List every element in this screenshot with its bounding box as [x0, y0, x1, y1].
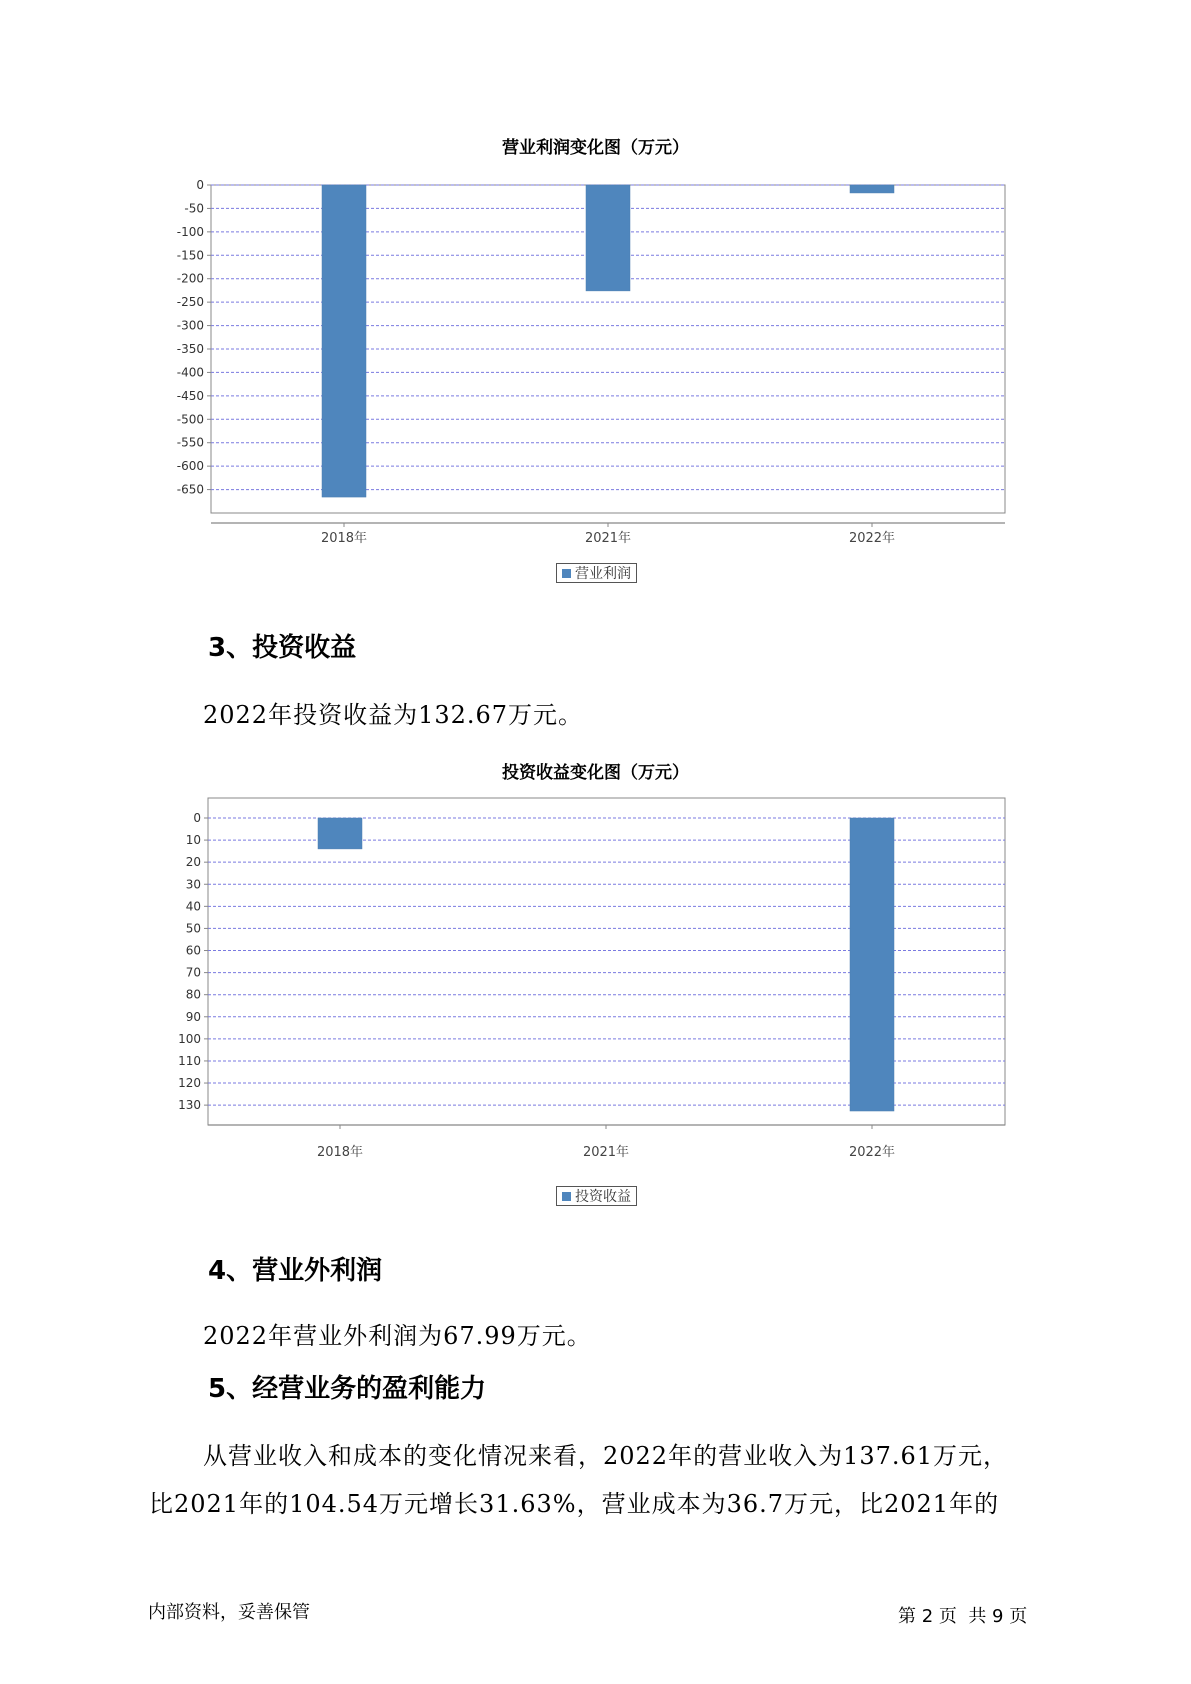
- y-tick-label: -50: [184, 201, 204, 216]
- y-tick-label: 80: [185, 987, 201, 1002]
- section5-line2: 比2021年的104.54万元增长31.63%，营业成本为36.7万元，比2021年的: [149, 1490, 1000, 1518]
- y-tick-label: -650: [176, 482, 204, 497]
- section4-text: 2022年营业外利润为67.99万元。: [203, 1322, 592, 1350]
- y-tick-label: 130: [178, 1098, 201, 1113]
- y-tick-label: -200: [176, 271, 204, 286]
- section5-heading: 5、经营业务的盈利能力: [208, 1374, 487, 1404]
- y-tick-label: -150: [176, 248, 204, 263]
- chart2-legend: [556, 1186, 637, 1206]
- y-tick-label: 120: [178, 1076, 201, 1091]
- chart2-legend-label: 投资收益: [575, 1189, 631, 1205]
- footer-page-number: 第 2 页 共 9 页: [898, 1606, 1028, 1627]
- y-tick-label: 30: [185, 877, 201, 892]
- x-tick-label: 2021年: [584, 531, 632, 546]
- section5-line1: 从营业收入和成本的变化情况来看，2022年的营业收入为137.61万元，: [203, 1442, 1009, 1470]
- y-tick-label: -500: [176, 412, 204, 427]
- bar: [318, 818, 362, 849]
- y-tick-label: -100: [176, 224, 204, 239]
- y-tick-label: -550: [176, 435, 204, 450]
- y-tick-label: 10: [185, 833, 201, 848]
- y-tick-label: -450: [176, 388, 204, 403]
- y-tick-label: 0: [196, 178, 204, 192]
- y-tick-label: 90: [185, 1009, 201, 1024]
- section3-text: 2022年投资收益为132.67万元。: [203, 701, 584, 729]
- section4-heading: 4、营业外利润: [208, 1256, 383, 1286]
- section3-heading: 3、投资收益: [208, 633, 357, 663]
- x-tick-label: 2022年: [848, 531, 896, 546]
- y-tick-label: 0: [193, 811, 201, 825]
- x-tick-label: 2022年: [848, 1145, 896, 1160]
- y-tick-label: 50: [185, 921, 201, 936]
- bar: [850, 818, 894, 1111]
- y-tick-label: -300: [176, 318, 204, 333]
- x-tick-label: 2018年: [320, 531, 368, 546]
- y-tick-label: -400: [176, 365, 204, 380]
- y-tick-label: 60: [185, 943, 201, 958]
- chart1-legend-label: 营业利润: [575, 566, 631, 582]
- y-tick-label: 100: [178, 1031, 201, 1046]
- y-tick-label: 20: [185, 855, 201, 870]
- y-tick-label: 110: [178, 1053, 201, 1068]
- y-tick-label: 70: [185, 965, 201, 980]
- footer-left: 内部资料，妥善保管: [148, 1602, 310, 1623]
- x-tick-label: 2021年: [582, 1145, 630, 1160]
- y-tick-label: -350: [176, 342, 204, 356]
- legend-swatch: [562, 1192, 571, 1201]
- x-tick-label: 2018年: [316, 1145, 364, 1160]
- y-tick-label: -600: [176, 459, 204, 474]
- chart2-title: 投资收益变化图（万元）: [502, 763, 689, 783]
- y-tick-label: 40: [185, 899, 201, 914]
- y-tick-label: -250: [176, 295, 204, 310]
- chart1-title: 营业利润变化图（万元）: [502, 138, 689, 158]
